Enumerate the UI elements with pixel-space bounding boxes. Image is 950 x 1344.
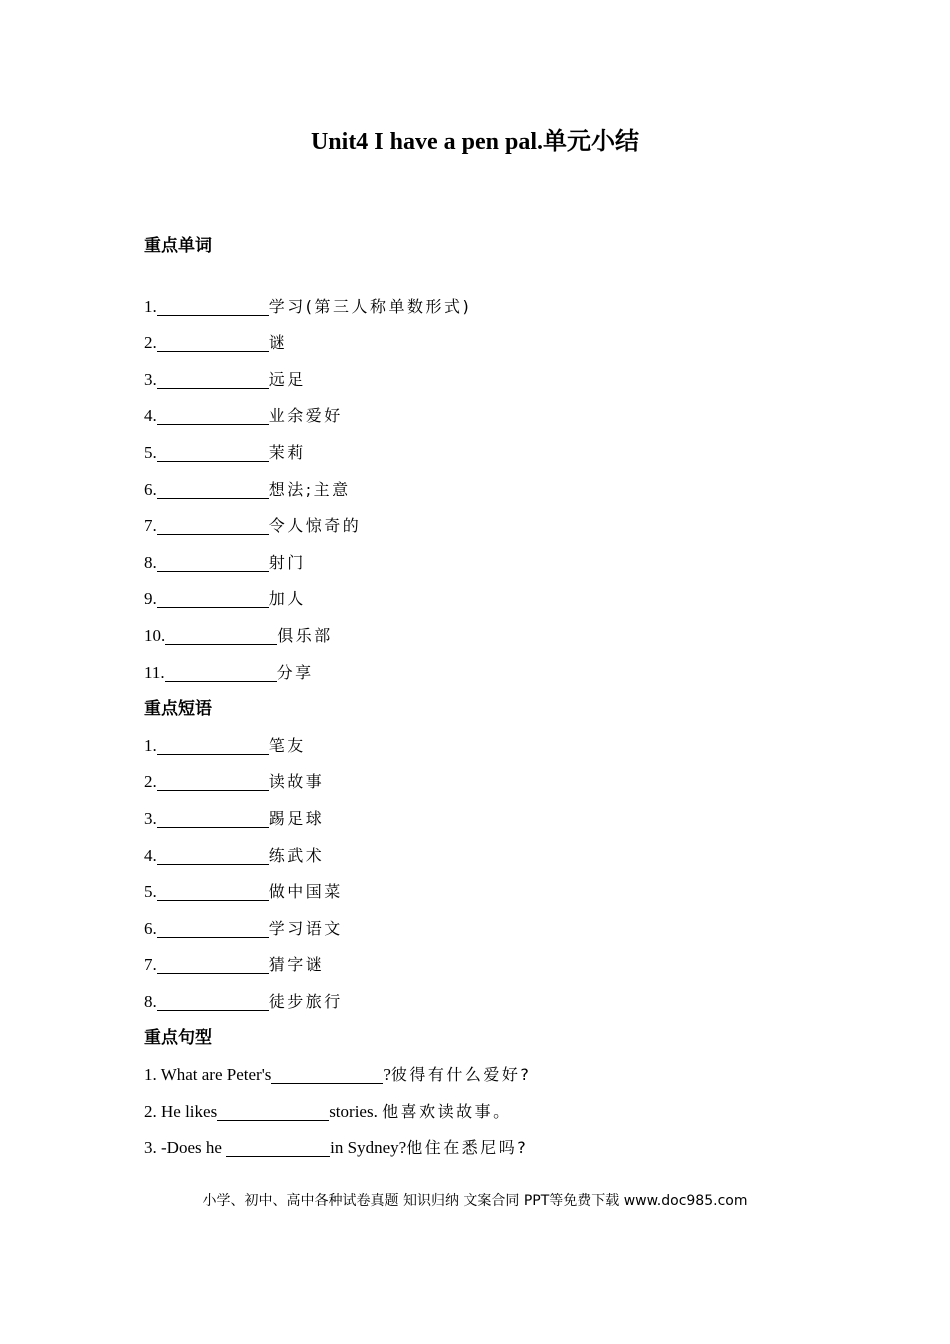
phrase-item [144, 911, 844, 948]
item-hint: 谜 [268, 333, 288, 353]
answer-blank[interactable] [157, 331, 269, 352]
item-hint: 加人 [268, 589, 306, 609]
item-number: 5. [144, 442, 157, 462]
worksheet-content [144, 228, 844, 1167]
word-item [144, 655, 844, 692]
item-hint: 茉莉 [268, 442, 306, 462]
phrase-item [144, 838, 844, 875]
sentence-end: stories. [329, 1101, 383, 1121]
section-heading-phrases: 重点短语 [144, 699, 212, 720]
answer-blank[interactable] [157, 807, 269, 828]
item-number: 4. [144, 845, 157, 865]
answer-blank[interactable] [271, 1063, 383, 1084]
item-number: 1. [144, 296, 157, 316]
word-item [144, 545, 844, 582]
item-number: 4. [144, 406, 157, 426]
answer-blank[interactable] [157, 734, 269, 755]
sentence-start: 2. He likes [144, 1101, 218, 1121]
answer-blank[interactable] [157, 478, 269, 499]
item-hint: 学习语文 [268, 918, 343, 938]
word-item [144, 398, 844, 435]
answer-blank[interactable] [157, 917, 269, 938]
sentence-translation: 他喜欢读故事。 [382, 1101, 512, 1121]
item-number: 6. [144, 479, 157, 499]
item-number: 5. [144, 882, 157, 902]
item-hint: 笔友 [268, 735, 306, 755]
sentence-start: 1. What are Peter's [144, 1065, 272, 1085]
phrase-item [144, 947, 844, 984]
item-hint: 徒步旅行 [268, 991, 343, 1011]
item-number: 9. [144, 589, 157, 609]
answer-blank[interactable] [157, 770, 269, 791]
phrase-item [144, 728, 844, 765]
word-item [144, 435, 844, 472]
item-hint: 做中国菜 [268, 882, 343, 902]
section-heading-words: 重点单词 [144, 236, 212, 256]
answer-blank[interactable] [157, 551, 269, 572]
item-number: 7. [144, 516, 157, 536]
word-item [144, 362, 844, 399]
footer-text: 小学、初中、高中各种试卷真题 知识归纳 文案合同 PPT等免费下载 www.doc985.com [202, 1193, 748, 1209]
page-title: Unit4 I have a pen pal.单元小结 [310, 129, 640, 155]
phrase-item [144, 764, 844, 801]
word-item [144, 618, 844, 655]
sentence-translation: 他住在悉尼吗? [406, 1138, 529, 1158]
item-hint: 练武术 [268, 845, 325, 865]
phrase-item [144, 874, 844, 911]
answer-blank[interactable] [165, 661, 277, 682]
item-number: 2. [144, 333, 157, 353]
answer-blank[interactable] [157, 368, 269, 389]
word-item [144, 508, 844, 545]
answer-blank[interactable] [165, 624, 277, 645]
item-number: 3. [144, 808, 157, 828]
item-number: 2. [144, 772, 157, 792]
answer-blank[interactable] [157, 514, 269, 535]
item-hint: 远足 [268, 369, 306, 389]
item-number: 3. [144, 369, 157, 389]
sentence-start: 3. -Does he [144, 1138, 227, 1158]
item-hint: 俱乐部 [277, 625, 333, 645]
item-hint: 学习(第三人称单数形式) [268, 296, 472, 316]
answer-blank[interactable] [157, 990, 269, 1011]
answer-blank[interactable] [157, 880, 269, 901]
answer-blank[interactable] [157, 441, 269, 462]
item-hint: 分享 [276, 662, 314, 682]
answer-blank[interactable] [226, 1136, 330, 1157]
item-number: 8. [144, 991, 157, 1011]
phrase-item [144, 801, 844, 838]
sentence-item [144, 1094, 844, 1131]
answer-blank[interactable] [157, 404, 269, 425]
item-hint: 读故事 [268, 772, 325, 792]
section-heading-sentences: 重点句型 [144, 1028, 212, 1049]
sentence-item [144, 1057, 844, 1094]
item-hint: 业余爱好 [268, 406, 343, 426]
item-number: 10. [144, 625, 166, 645]
item-hint: 猜字谜 [268, 955, 325, 975]
word-item [144, 472, 844, 509]
sentence-item [144, 1130, 844, 1167]
word-item [144, 325, 844, 362]
answer-blank[interactable] [157, 953, 269, 974]
sentence-end: ? [383, 1065, 391, 1085]
answer-blank[interactable] [157, 844, 269, 865]
answer-blank[interactable] [157, 295, 269, 316]
item-hint: 踢足球 [268, 808, 325, 828]
item-number: 11. [144, 662, 165, 682]
item-number: 8. [144, 552, 157, 572]
item-hint: 想法;主意 [268, 479, 351, 499]
word-item [144, 289, 844, 326]
phrase-item [144, 984, 844, 1021]
item-number: 6. [144, 918, 157, 938]
item-number: 1. [144, 735, 157, 755]
item-number: 7. [144, 955, 157, 975]
sentence-translation: 彼得有什么爱好? [390, 1065, 532, 1085]
answer-blank[interactable] [217, 1100, 329, 1121]
sentence-end: in Sydney? [330, 1138, 407, 1158]
answer-blank[interactable] [157, 587, 269, 608]
item-hint: 射门 [268, 552, 306, 572]
word-item [144, 581, 844, 618]
item-hint: 令人惊奇的 [268, 516, 362, 536]
